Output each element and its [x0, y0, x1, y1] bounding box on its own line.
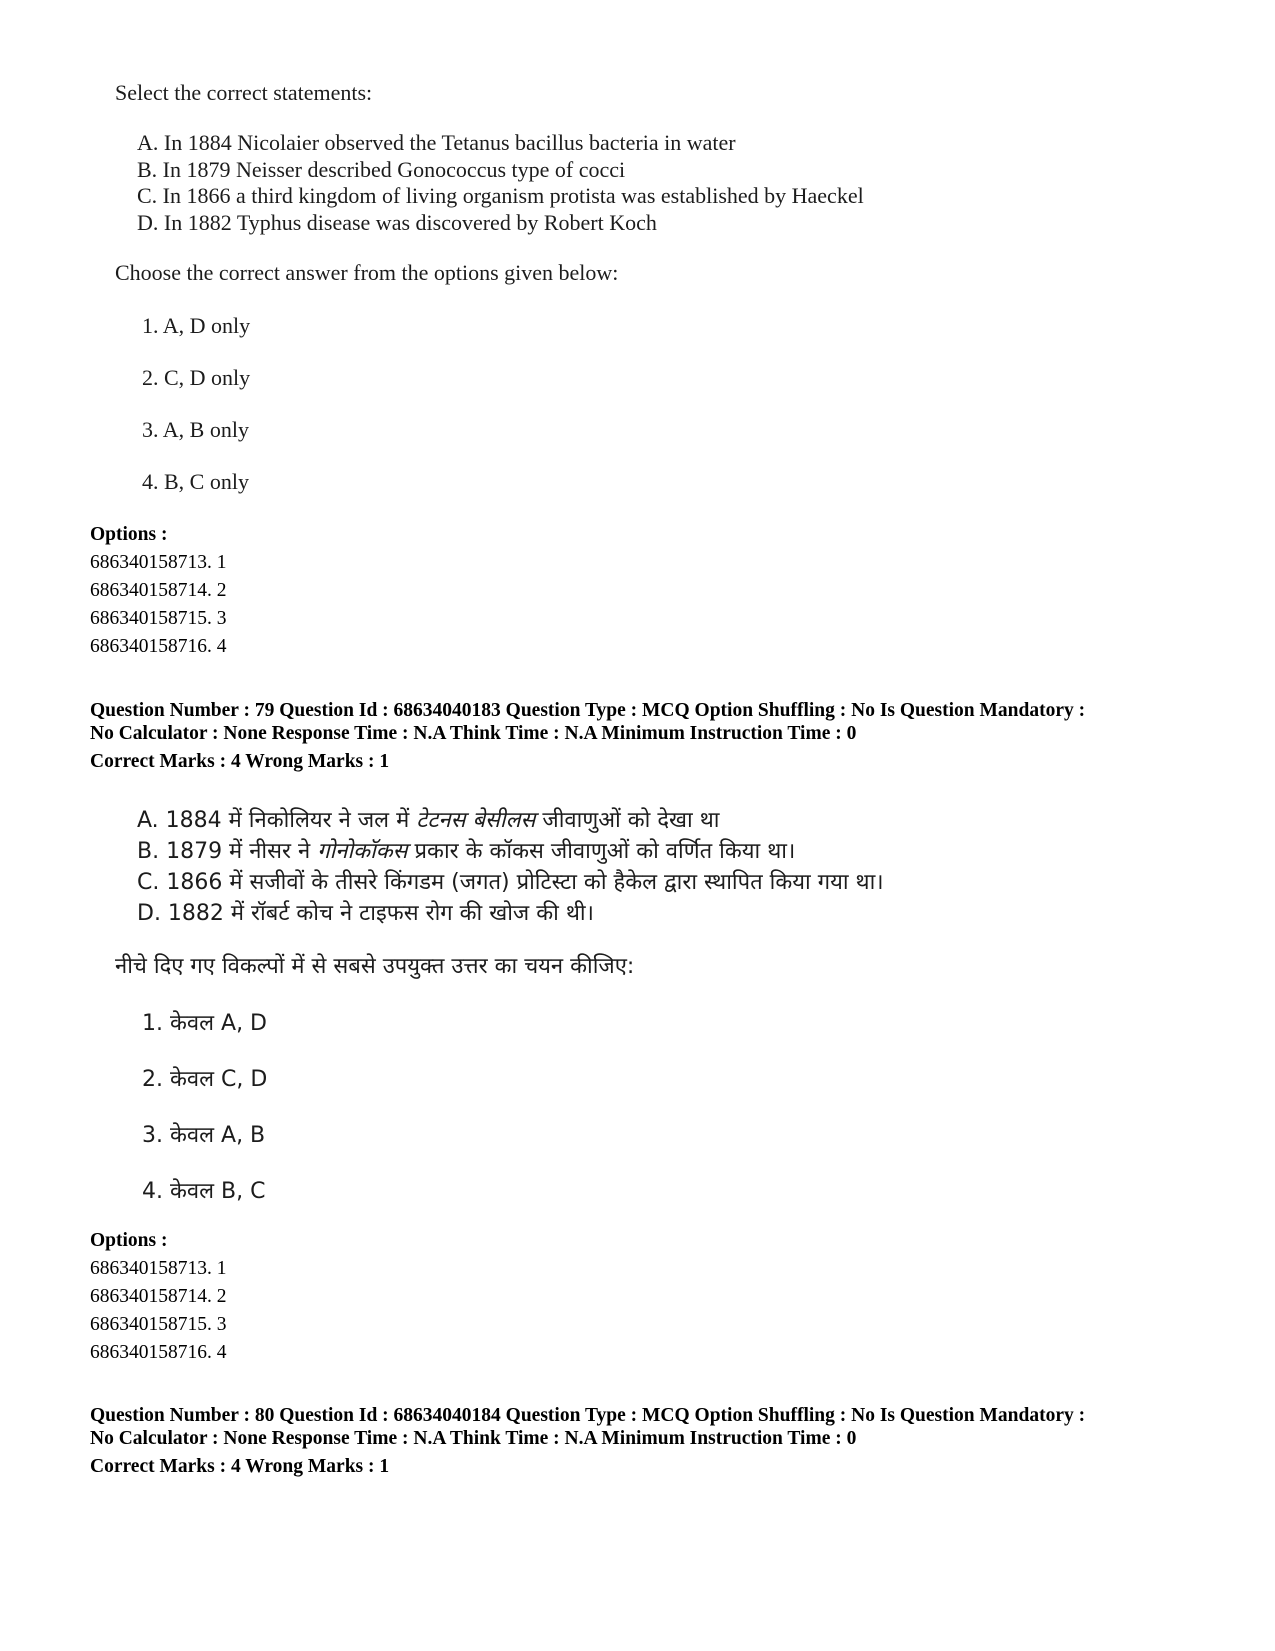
- q78-choice-3: 3. A, B only: [142, 417, 249, 442]
- option-item: 686340158714. 2: [90, 580, 227, 601]
- q79-statement-a-suffix: जीवाणुओं को देखा था: [535, 808, 720, 833]
- q78-choice-1: 1. A, D only: [142, 313, 251, 338]
- options-heading: Options :: [90, 1230, 168, 1251]
- q78-choose-instruction: Choose the correct answer from the options given below:: [115, 260, 619, 285]
- q78-statement-b: B. In 1879 Neisser described Gonococcus type of cocci: [137, 157, 626, 182]
- q79-statement-b-suffix: प्रकार के कॉकस जीवाणुओं को वर्णित किया था।: [407, 839, 796, 864]
- q78-choice-2: 2. C, D only: [142, 365, 251, 390]
- q79-statement-d: D. 1882 में रॉबर्ट कोच ने टाइफस रोग की खोज की थी।: [137, 901, 594, 926]
- option-item: 686340158714. 2: [90, 1286, 227, 1307]
- q78-prompt: Select the correct statements:: [115, 80, 373, 105]
- option-item: 686340158713. 1: [90, 552, 227, 573]
- q79-statement-b: [137, 835, 795, 865]
- q79-statement-b-italic: गोनोकॉकस: [317, 839, 408, 864]
- q79-statement-a-prefix: A. 1884 में निकोलियर ने जल में: [137, 808, 417, 833]
- q79-choice-4: 4. केवल B, C: [142, 1179, 266, 1204]
- q79-statement-b-prefix: B. 1879 में नीसर ने: [137, 839, 318, 864]
- q79-choice-3: 3. केवल A, B: [142, 1123, 266, 1148]
- option-item: 686340158715. 3: [90, 608, 227, 629]
- q79-meta-line1: Question Number : 79 Question Id : 68634040183 Question Type : MCQ Option Shuffling : No Is Question Mandatory :: [90, 700, 1086, 721]
- q79-choice-1: 1. केवल A, D: [142, 1011, 267, 1036]
- q79-statement-a: [137, 804, 719, 834]
- q79-statement-c: C. 1866 में सजीवों के तीसरे किंगडम (जगत) प्रोटिस्टा को हैकेल द्वारा स्थापित किया गया था।: [137, 870, 884, 895]
- q78-choice-4: 4. B, C only: [142, 469, 249, 494]
- q78-statement-a: A. In 1884 Nicolaier observed the Tetanus bacillus bacteria in water: [137, 130, 736, 155]
- q78-statement-c: C. In 1866 a third kingdom of living organism protista was established by Haeckel: [137, 183, 864, 208]
- q79-choose-instruction: नीचे दिए गए विकल्पों में से सबसे उपयुक्त उत्तर का चयन कीजिए:: [115, 954, 635, 979]
- option-item: 686340158713. 1: [90, 1258, 227, 1279]
- q79-meta-line2: No Calculator : None Response Time : N.A Think Time : N.A Minimum Instruction Time : 0: [90, 723, 857, 744]
- q79-statement-a-italic: टेटनस बेसीलस: [416, 808, 536, 833]
- q79-marks: Correct Marks : 4 Wrong Marks : 1: [90, 751, 390, 772]
- option-item: 686340158716. 4: [90, 636, 227, 657]
- q80-marks: Correct Marks : 4 Wrong Marks : 1: [90, 1456, 390, 1477]
- q78-statement-d: D. In 1882 Typhus disease was discovered by Robert Koch: [137, 210, 657, 235]
- option-item: 686340158715. 3: [90, 1314, 227, 1335]
- q80-meta-line1: Question Number : 80 Question Id : 68634040184 Question Type : MCQ Option Shuffling : No Is Question Mandatory :: [90, 1405, 1086, 1426]
- q79-choice-2: 2. केवल C, D: [142, 1067, 268, 1092]
- q80-meta-line2: No Calculator : None Response Time : N.A Think Time : N.A Minimum Instruction Time : 0: [90, 1428, 857, 1449]
- option-item: 686340158716. 4: [90, 1342, 227, 1363]
- options-heading: Options :: [90, 524, 168, 545]
